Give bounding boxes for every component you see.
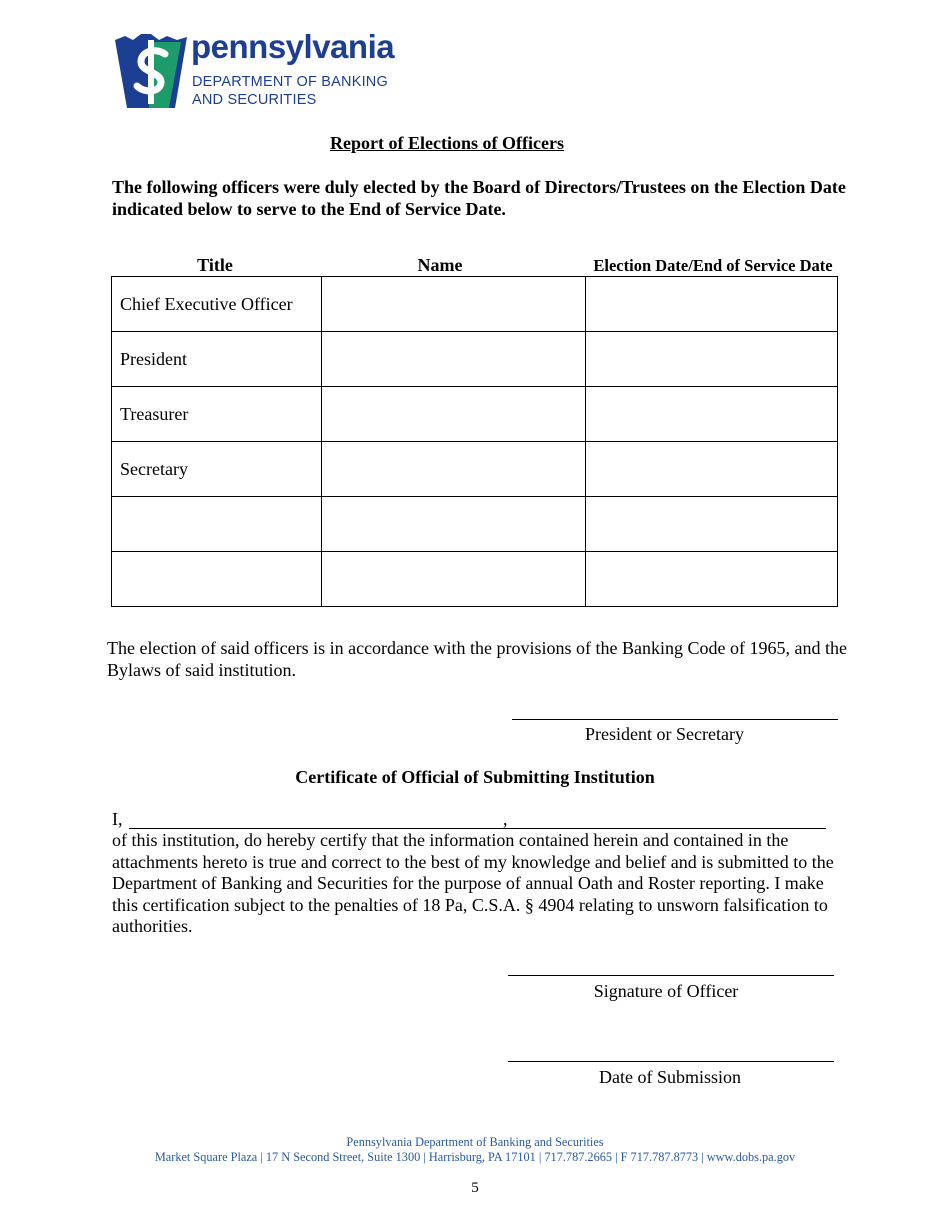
certificate-separator: , <box>503 809 508 829</box>
certificate-body: of this institution, do hereby certify that the information contained herein and contained in the attachments hereto is true and correct to the best of my knowledge and belief and is submitted to the Department of Banking and Securities for the purpose of annual Oath and Roster reporting. I make this certification subject to the penalties of 18 Pa, C.S.A. § 4904 relating to unsworn falsification to authorities. <box>112 830 834 936</box>
election-date-field[interactable] <box>586 332 838 387</box>
election-date-field[interactable] <box>586 552 838 607</box>
column-header-title: Title <box>197 255 233 275</box>
officer-signature-line[interactable] <box>508 975 834 976</box>
officer-name-field[interactable] <box>321 552 586 607</box>
officers-table <box>111 276 838 607</box>
certifier-name-field[interactable] <box>129 828 504 829</box>
logo-subtitle-line1: DEPARTMENT OF BANKING <box>192 74 388 90</box>
certifier-title-field[interactable] <box>498 828 826 829</box>
officer-title-cell: President <box>112 332 322 387</box>
officer-name-field[interactable] <box>321 277 586 332</box>
officer-title-field[interactable] <box>112 497 322 552</box>
table-row <box>112 332 838 387</box>
officer-title-cell: Secretary <box>112 442 322 497</box>
officer-name-field[interactable] <box>321 442 586 497</box>
column-header-election-date: Election Date/End of Service Date <box>593 256 833 275</box>
page-footer <box>0 1135 950 1165</box>
president-signature-label: President or Secretary <box>585 724 744 744</box>
submission-date-line[interactable] <box>508 1061 834 1062</box>
table-row <box>112 497 838 552</box>
officer-name-field[interactable] <box>321 332 586 387</box>
officer-name-field[interactable] <box>321 387 586 442</box>
logo-subtitle-line2: AND SECURITIES <box>192 92 317 108</box>
election-date-field[interactable] <box>586 442 838 497</box>
table-row <box>112 552 838 607</box>
certificate-title: Certificate of Official of Submitting Institution <box>295 767 655 787</box>
table-row <box>112 442 838 497</box>
table-row <box>112 277 838 332</box>
page-number: 5 <box>471 1180 479 1196</box>
president-signature-line[interactable] <box>512 719 838 720</box>
officer-title-cell: Chief Executive Officer <box>112 277 322 332</box>
officer-name-field[interactable] <box>321 497 586 552</box>
election-date-field[interactable] <box>586 497 838 552</box>
table-row <box>112 387 838 442</box>
certifier-name-line <box>112 809 842 831</box>
footer-department-name: Pennsylvania Department of Banking and Securities <box>346 1135 604 1149</box>
footer-contact-info: Market Square Plaza | 17 N Second Street, Suite 1300 | Harrisburg, PA 17101 | 717.787.2665 | F 717.787.8773 | www.dobs.pa.gov <box>154 1150 796 1164</box>
election-date-field[interactable] <box>586 277 838 332</box>
officer-signature-label: Signature of Officer <box>593 981 739 1001</box>
officer-title-cell: Treasurer <box>112 387 322 442</box>
department-logo <box>113 28 403 110</box>
keystone-dollar-icon <box>113 34 189 108</box>
intro-paragraph: The following officers were duly elected by the Board of Directors/Trustees on the Election Date indicated below to serve to the End of Service Date. <box>112 177 846 219</box>
document-title: Report of Elections of Officers <box>330 133 564 153</box>
submission-date-label: Date of Submission <box>599 1067 741 1087</box>
logo-wordmark: pennsylvania <box>191 28 395 65</box>
provision-paragraph: The election of said officers is in accordance with the provisions of the Banking Code of 1965, and the Bylaws of said institution. <box>107 638 847 680</box>
officer-title-field[interactable] <box>112 552 322 607</box>
certificate-prefix: I, <box>112 809 123 829</box>
election-date-field[interactable] <box>586 387 838 442</box>
column-header-name: Name <box>417 255 463 275</box>
